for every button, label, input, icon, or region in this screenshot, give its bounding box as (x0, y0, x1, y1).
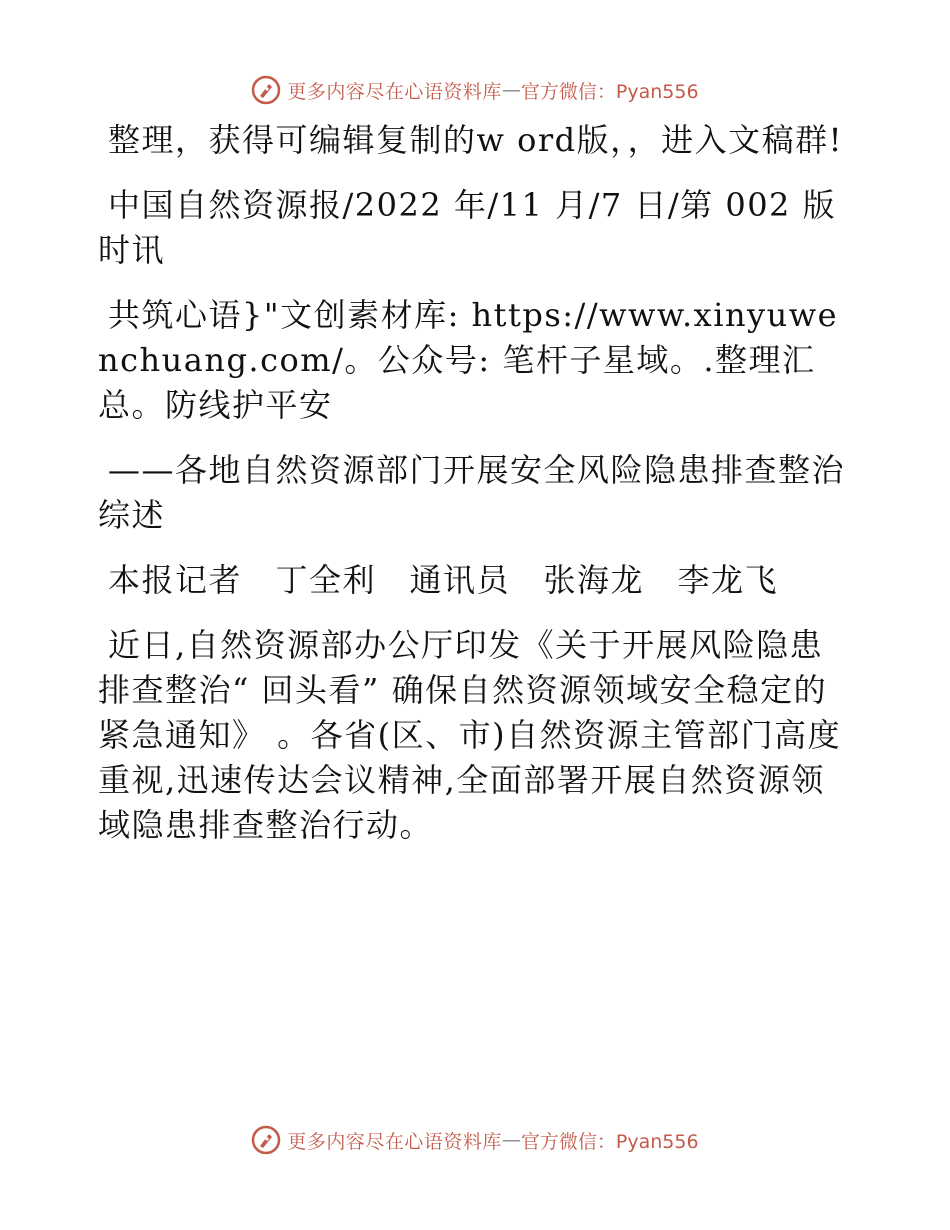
paragraph-lead: 近日,自然资源部办公厅印发《关于开展风险隐患排查整治“ 回头看” 确保自然资源领域安全稳定的紧急通知》 。各省(区、市)自然资源主管部门高度重视,迅速传达会议精神,全面部署开展自然资源领域隐患排查整治行动。 (98, 626, 842, 844)
paragraph-intro: 整理，获得可编辑复制的w ord版，，进入文稿群! (108, 121, 843, 159)
banner-wechat: 官方微信：Pyan556 (520, 80, 699, 103)
paragraph-watermark: 共筑心语}"文创素材库: https://www.xinyuwenchuang.com/。公众号: 笔杆子星域。.整理汇总。防线护平安 (98, 296, 839, 424)
header-banner (0, 70, 950, 110)
banner-separator: — (501, 79, 521, 101)
document-body (98, 118, 850, 868)
footer-banner (0, 1120, 950, 1160)
pen-nib-icon (251, 75, 281, 105)
banner-wechat: 官方微信：Pyan556 (520, 1130, 699, 1153)
banner-text: 更多内容尽在心语资料库 (287, 1130, 502, 1153)
banner-separator: — (501, 1129, 521, 1151)
paragraph-byline: 本报记者 丁全利 通讯员 张海龙 李龙飞 (108, 561, 779, 599)
banner-text: 更多内容尽在心语资料库 (287, 80, 502, 103)
paragraph-source: 中国自然资源报/2022 年/11 月/7 日/第 002 版时讯 (98, 186, 837, 269)
paragraph-subtitle: ——各地自然资源部门开展安全风险隐患排查整治综述 (98, 451, 846, 534)
pen-nib-icon (251, 1125, 281, 1155)
